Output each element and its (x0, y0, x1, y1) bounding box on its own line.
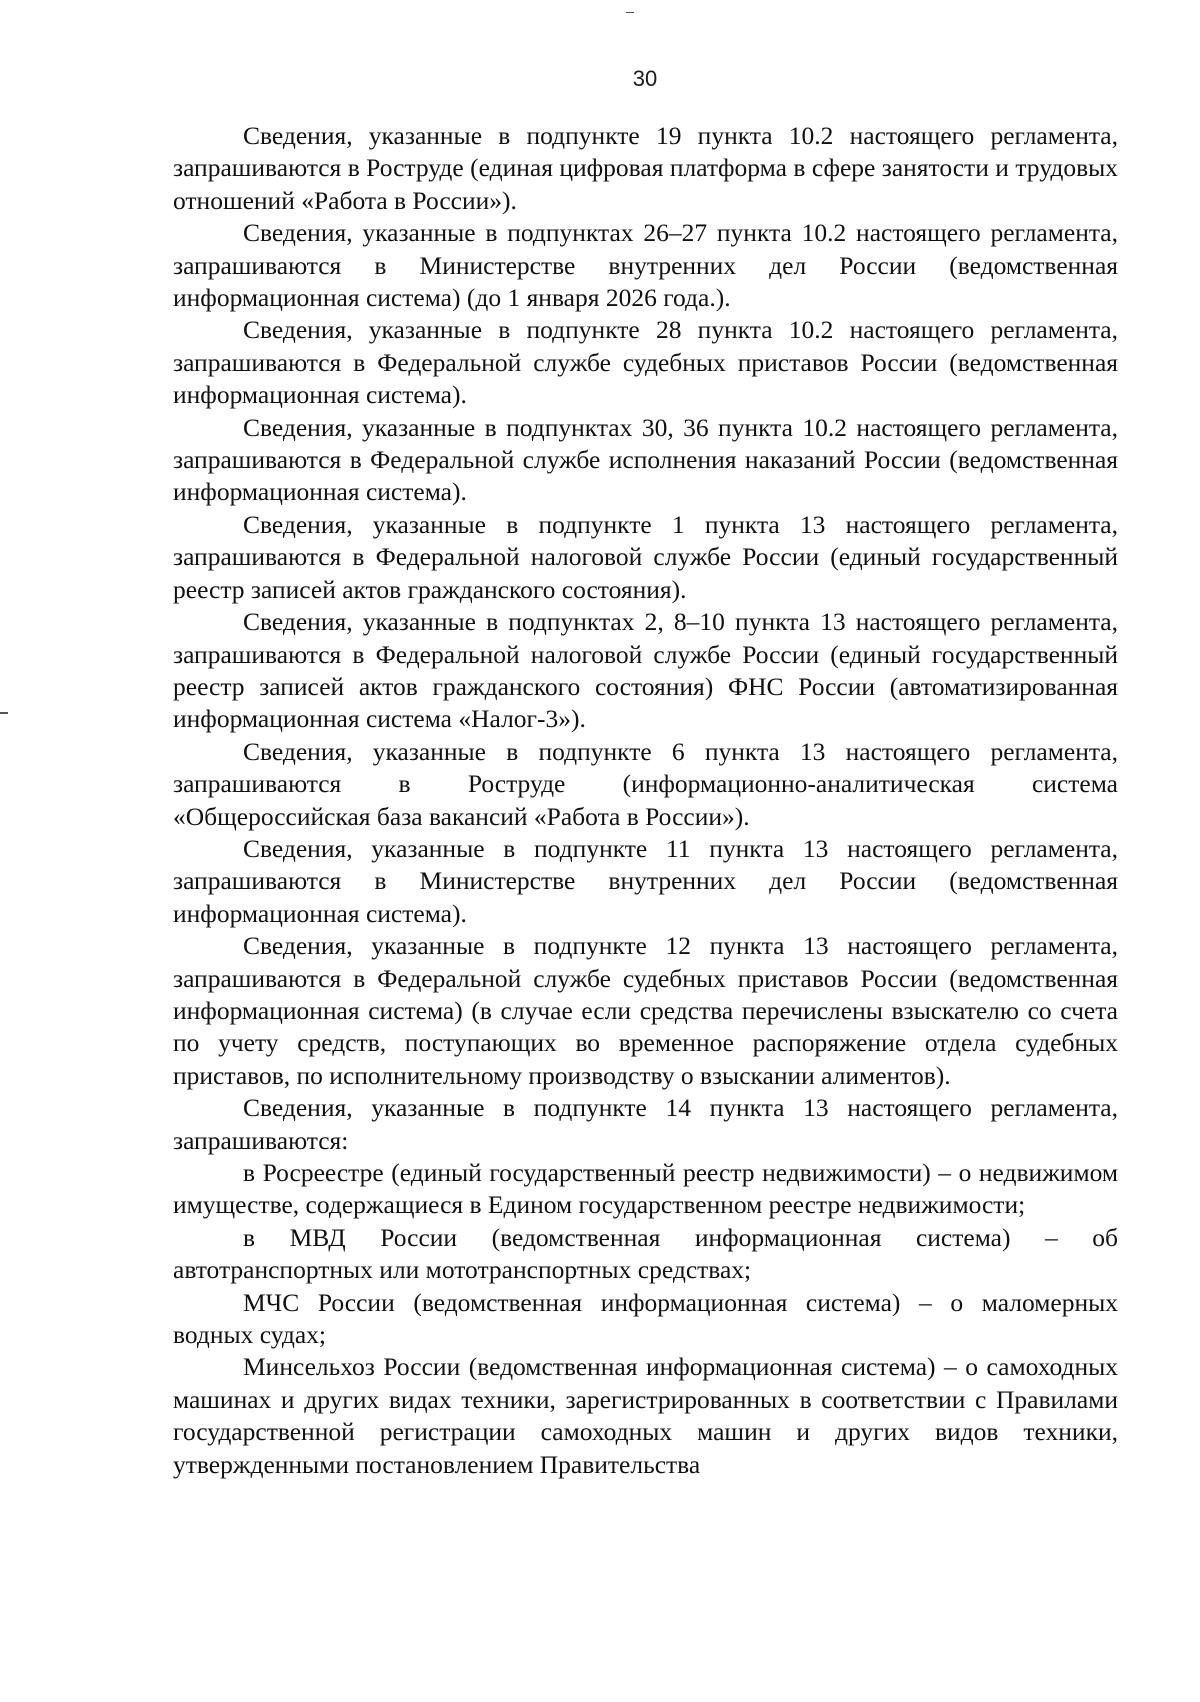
paragraph-7: Сведения, указанные в подпункте 6 пункта 13 настоящего регламента, запрашиваются в Роструде (информационно-аналитическая система «Общероссийская база вакансий «Работа в России»). (173, 736, 1118, 831)
paragraph-6: Сведения, указанные в подпунктах 2, 8–10 пункта 13 настоящего регламента, запрашиваются в Федеральной налоговой службе России (единый государственный реестр записей актов гражданского состояния) ФНС России (автоматизированная информационная система «Налог-3»). (173, 607, 1118, 734)
scan-artifact-left (0, 712, 8, 714)
paragraph-14: Минсельхоз России (ведомственная информационная система) – о самоходных машинах и других видах техники, зарегистрированных в соответствии с Правилами государственной регистрации самоходных машин и других видов техники, утвержденными постановлением Правительства (173, 1352, 1118, 1479)
paragraph-10: Сведения, указанные в подпункте 14 пункта 13 настоящего регламента, запрашиваются: (173, 1093, 1118, 1155)
paragraph-5: Сведения, указанные в подпункте 1 пункта 13 настоящего регламента, запрашиваются в Федеральной налоговой службе России (единый государственный реестр записей актов гражданского состояния). (173, 509, 1118, 604)
paragraph-9: Сведения, указанные в подпункте 12 пункта 13 настоящего регламента, запрашиваются в Федеральной службе судебных приставов России (ведомственная информационная система) (в случае если средства перечислены взыскателю со счета по учету средств, поступающих во временное распоряжение отдела судебных приставов, по исполнительному производству о взыскании алиментов). (173, 931, 1118, 1090)
scan-artifact-top (626, 12, 634, 13)
page-number: 30 (632, 66, 658, 91)
document-body (173, 120, 1118, 1481)
paragraph-4: Сведения, указанные в подпунктах 30, 36 пункта 10.2 настоящего регламента, запрашиваются в Федеральной службе исполнения наказаний России (ведомственная информационная система). (173, 412, 1118, 507)
paragraph-1: Сведения, указанные в подпункте 19 пункта 10.2 настоящего регламента, запрашиваются в Роструде (единая цифровая платформа в сфере занятости и трудовых отношений «Работа в России»). (173, 121, 1118, 215)
paragraph-2: Сведения, указанные в подпунктах 26–27 пункта 10.2 настоящего регламента, запрашиваются в Министерстве внутренних дел России (ведомственная информационная система) (до 1 января 2026 года.). (173, 218, 1118, 313)
paragraph-3: Сведения, указанные в подпункте 28 пункта 10.2 настоящего регламента, запрашиваются в Федеральной службе судебных приставов России (ведомственная информационная система). (173, 315, 1118, 410)
paragraph-13: МЧС России (ведомственная информационная система) – о маломерных водных судах; (173, 1287, 1118, 1350)
paragraph-11: в Росреестре (единый государственный реестр недвижимости) – о недвижимом имуществе, содержащиеся в Едином государственном реестре недвижимости; (173, 1158, 1118, 1220)
paragraph-12: в МВД России (ведомственная информационная система) – об автотранспортных или мототранспортных средствах; (173, 1222, 1118, 1285)
paragraph-8: Сведения, указанные в подпункте 11 пункта 13 настоящего регламента, запрашиваются в Министерстве внутренних дел России (ведомственная информационная система). (173, 833, 1118, 928)
